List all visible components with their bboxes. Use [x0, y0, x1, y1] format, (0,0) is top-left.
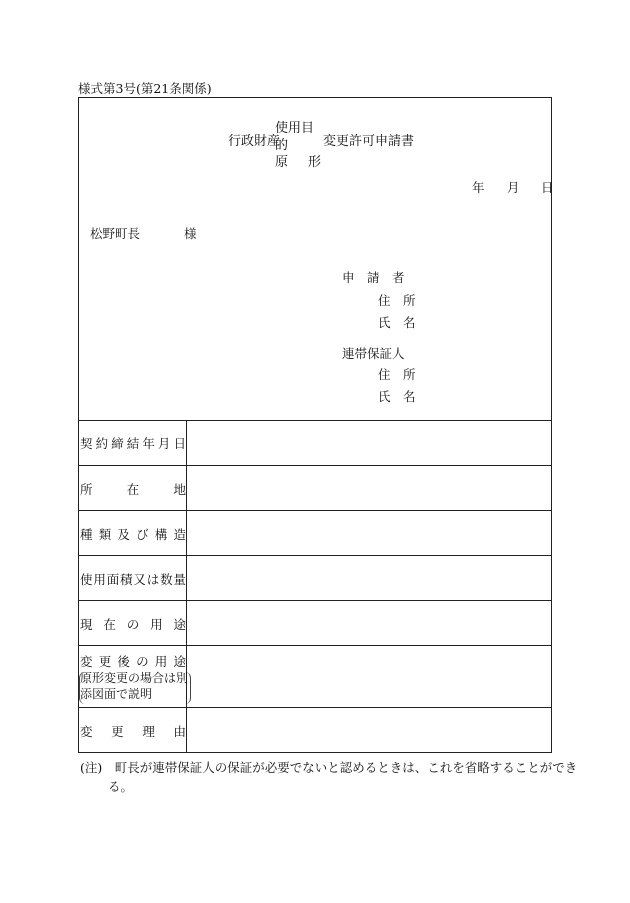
guarantor-name-label: 氏 名 — [378, 389, 416, 404]
date-day: 日 — [541, 180, 554, 195]
label-char: 積 — [120, 572, 133, 587]
footnote — [80, 758, 578, 796]
label-char: 又 — [133, 572, 146, 587]
label-char: 在 — [103, 617, 116, 632]
label-char: 用 — [150, 617, 163, 632]
label-char: 締 — [111, 436, 124, 451]
table-line — [78, 600, 552, 601]
table-line — [78, 420, 552, 421]
label-char: 日 — [173, 436, 186, 451]
label-char: 地 — [173, 482, 186, 497]
label-char: の — [126, 617, 140, 632]
label-char: び — [136, 527, 149, 542]
label-char: は — [146, 572, 160, 587]
title-stack-bottom — [275, 154, 321, 171]
guarantor-heading: 連帯保証人 — [342, 346, 405, 361]
addressee-honorific: 様 — [184, 226, 197, 241]
label-char: 数 — [160, 572, 173, 587]
label-char: 後 — [117, 654, 130, 669]
label-char: 年 — [142, 436, 155, 451]
label-char: 現 — [80, 617, 93, 632]
row-label-current-use — [80, 615, 186, 631]
row-label-change-reason — [80, 722, 186, 738]
label-char: 量 — [173, 572, 186, 587]
label-char: 契 — [80, 436, 93, 451]
table-line — [78, 645, 552, 646]
title-stack — [275, 120, 321, 171]
row-label-changed-use — [80, 654, 189, 702]
title-stack-bottom-2: 形 — [307, 155, 321, 170]
changed-use-line2: 原形変更の場合は別 — [80, 671, 189, 685]
title-stack-bottom-1: 原 — [275, 155, 289, 170]
note-bracket-right — [184, 672, 191, 704]
footnote-line1: (注) 町長が連帯保証人の保証が必要でないと認めるときは、これを省略することができ — [80, 760, 578, 775]
label-char: 月 — [157, 436, 171, 451]
changed-use-line1 — [80, 654, 186, 670]
table-line — [78, 707, 552, 708]
guarantor-address-label: 住 所 — [378, 367, 416, 382]
label-char: 種 — [80, 527, 93, 542]
label-char: 結 — [126, 436, 140, 451]
changed-use-line3: 添図面で説明 — [80, 687, 153, 701]
addressee-name: 松野町長 — [90, 226, 141, 241]
date-year: 年 — [472, 180, 485, 195]
applicant-heading: 申 請 者 — [342, 270, 405, 285]
title-prefix: 行政財産 — [228, 134, 281, 149]
label-char: 約 — [95, 436, 109, 451]
label-char: 更 — [98, 654, 112, 669]
row-label-area-quantity — [80, 570, 186, 586]
label-char: 用 — [93, 572, 106, 587]
row-label-contract-date — [80, 434, 186, 450]
label-char: 在 — [126, 482, 140, 497]
applicant-name-label: 氏 名 — [378, 315, 416, 330]
label-char: 変 — [80, 724, 93, 739]
label-char: 用 — [154, 654, 168, 669]
label-char: 更 — [111, 724, 124, 739]
label-char: 面 — [106, 572, 120, 587]
title-suffix: 変更許可申請書 — [323, 134, 415, 149]
label-char: 類 — [98, 527, 112, 542]
label-char: の — [136, 654, 149, 669]
label-char: 及 — [117, 527, 130, 542]
label-char: 造 — [173, 527, 186, 542]
label-char: 所 — [80, 482, 93, 497]
title-stack-top: 使用目的 — [275, 121, 315, 153]
applicant-address-label: 住 所 — [378, 293, 416, 308]
form-number: 様式第3号(第21条関係) — [78, 81, 212, 96]
label-char: 理 — [142, 724, 155, 739]
label-char: 途 — [173, 617, 186, 632]
table-line — [78, 465, 552, 466]
note-bracket-left — [79, 672, 85, 704]
label-char: 途 — [173, 654, 186, 669]
table-line — [78, 510, 552, 511]
date-month: 月 — [507, 180, 520, 195]
row-label-location — [80, 480, 186, 496]
footnote-line2: る。 — [108, 779, 134, 794]
label-char: 使 — [80, 572, 93, 587]
table-line — [78, 555, 552, 556]
label-char: 由 — [173, 724, 186, 739]
label-char: 変 — [80, 654, 93, 669]
label-char: 構 — [154, 527, 168, 542]
row-label-type-structure — [80, 525, 186, 541]
